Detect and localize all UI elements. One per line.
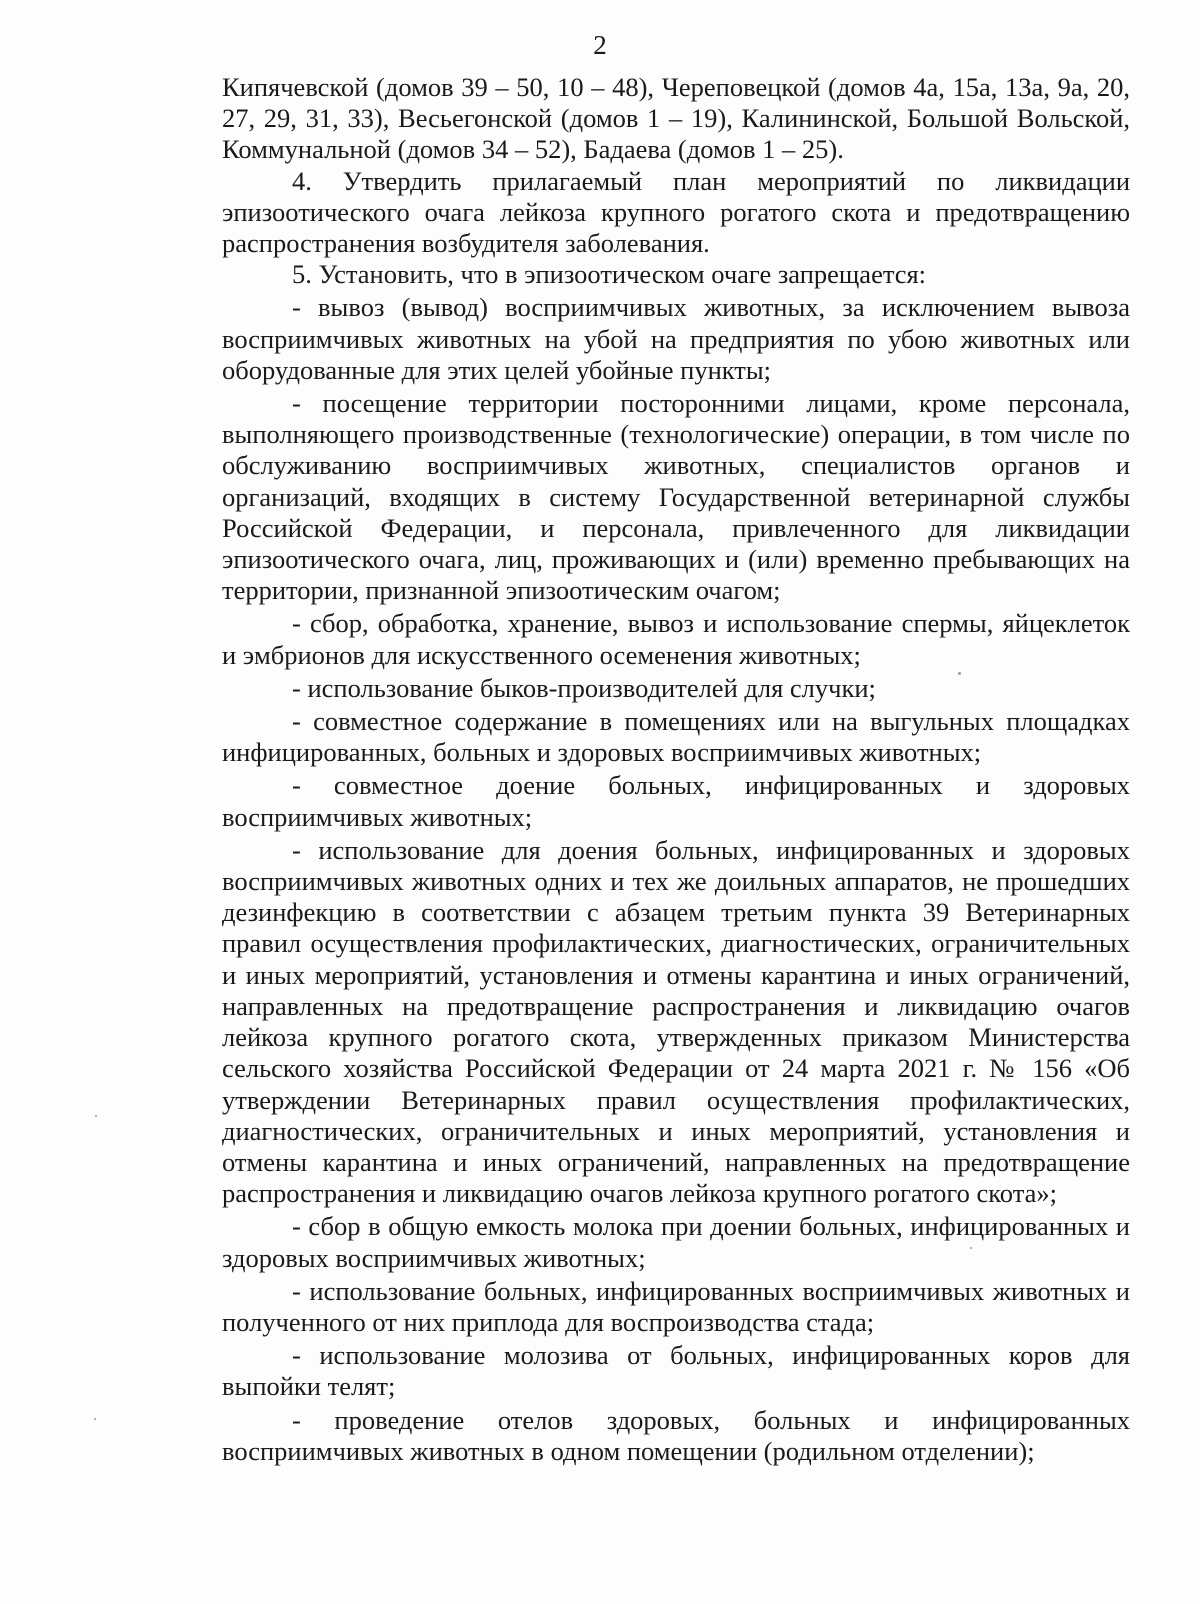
list-item-reproduction: - использование больных, инфицированных восприимчивых животных и полученного от них приплода для воспроизводства стада; (222, 1275, 1130, 1337)
paragraph-item-5: 5. Установить, что в эпизоотическом очаге запрещается: (292, 259, 927, 290)
list-item-joint-housing: - совместное содержание в помещениях или на выгульных площадках инфицированных, больных и здоровых восприимчивых животных; (222, 706, 1130, 768)
scan-speck (970, 1247, 972, 1249)
scan-speck (95, 1115, 97, 1117)
list-item-colostrum: - использование молозива от больных, инфицированных коров для выпойки телят; (222, 1340, 1130, 1402)
scan-speck (958, 672, 961, 675)
paragraph-streets-continuation: Кипячевской (домов 39 – 50, 10 – 48), Череповецкой (домов 4а, 15а, 13а, 9а, 20, 27, 29, 31, 33), Весьегонской (домов 1 – 19), Калининской, Большой Вольской, Коммунальной (домов 34 – 52), Бадаева (домов 1 – 25). (222, 72, 1130, 165)
list-item-territory-visits: - посещение территории посторонними лицами, кроме персонала, выполняющего производственные (технологические) операции, в том числе по обслуживанию восприимчивых животных, специалистов органов и организаций, входящих в систему Государственной ветеринарной службы Российской Федерации, и персонала, привлеченного для ликвидации эпизоотического очага, лиц, проживающих и (или) временно пребывающих на территории, признанной эпизоотическим очагом; (222, 388, 1130, 606)
list-item-bulls: - использование быков-производителей для случки; (292, 672, 876, 703)
page-number: 2 (593, 30, 607, 60)
list-item-animal-removal: - вывоз (вывод) восприимчивых животных, за исключением вывоза восприимчивых животных на убой на предприятия по убою животных или оборудованные для этих целей убойные пункты; (222, 292, 1130, 385)
list-item-joint-milking: - совместное доение больных, инфицированных и здоровых восприимчивых животных; (222, 770, 1130, 832)
scan-speck (94, 1418, 96, 1420)
paragraph-item-4: 4. Утвердить прилагаемый план мероприятий по ликвидации эпизоотического очага лейкоза крупного рогатого скота и предотвращению распространения возбудителя заболевания. (222, 165, 1130, 259)
list-item-milk-collection: - сбор в общую емкость молока при доении больных, инфицированных и здоровых восприимчивых животных; (222, 1211, 1130, 1273)
document-body (222, 72, 1130, 1467)
list-item-calving: - проведение отелов здоровых, больных и инфицированных восприимчивых животных в одном помещении (родильном отделении); (222, 1404, 1130, 1466)
list-item-sperm-embryos: - сбор, обработка, хранение, вывоз и использование спермы, яйцеклеток и эмбрионов для искусственного осеменения животных; (222, 608, 1130, 670)
list-item-milking-apparatus: - использование для доения больных, инфицированных и здоровых восприимчивых животных одних и тех же доильных аппаратов, не прошедших дезинфекцию в соответствии с абзацем третьим пункта 39 Ветеринарных правил осуществления профилактических, диагностических, ограничительных и иных мероприятий, установления и отмены карантина и иных ограничений, направленных на предотвращение распространения и ликвидацию очагов лейкоза крупного рогатого скота, утвержденных приказом Министерства сельского хозяйства Российской Федерации от 24 марта 2021 г. № 156 «Об утверждении Ветеринарных правил осуществления профилактических, диагностических, ограничительных и иных мероприятий, установления и отмены карантина и иных ограничений, направленных на предотвращение распространения и ликвидацию очагов лейкоза крупного рогатого скота»; (222, 834, 1130, 1209)
